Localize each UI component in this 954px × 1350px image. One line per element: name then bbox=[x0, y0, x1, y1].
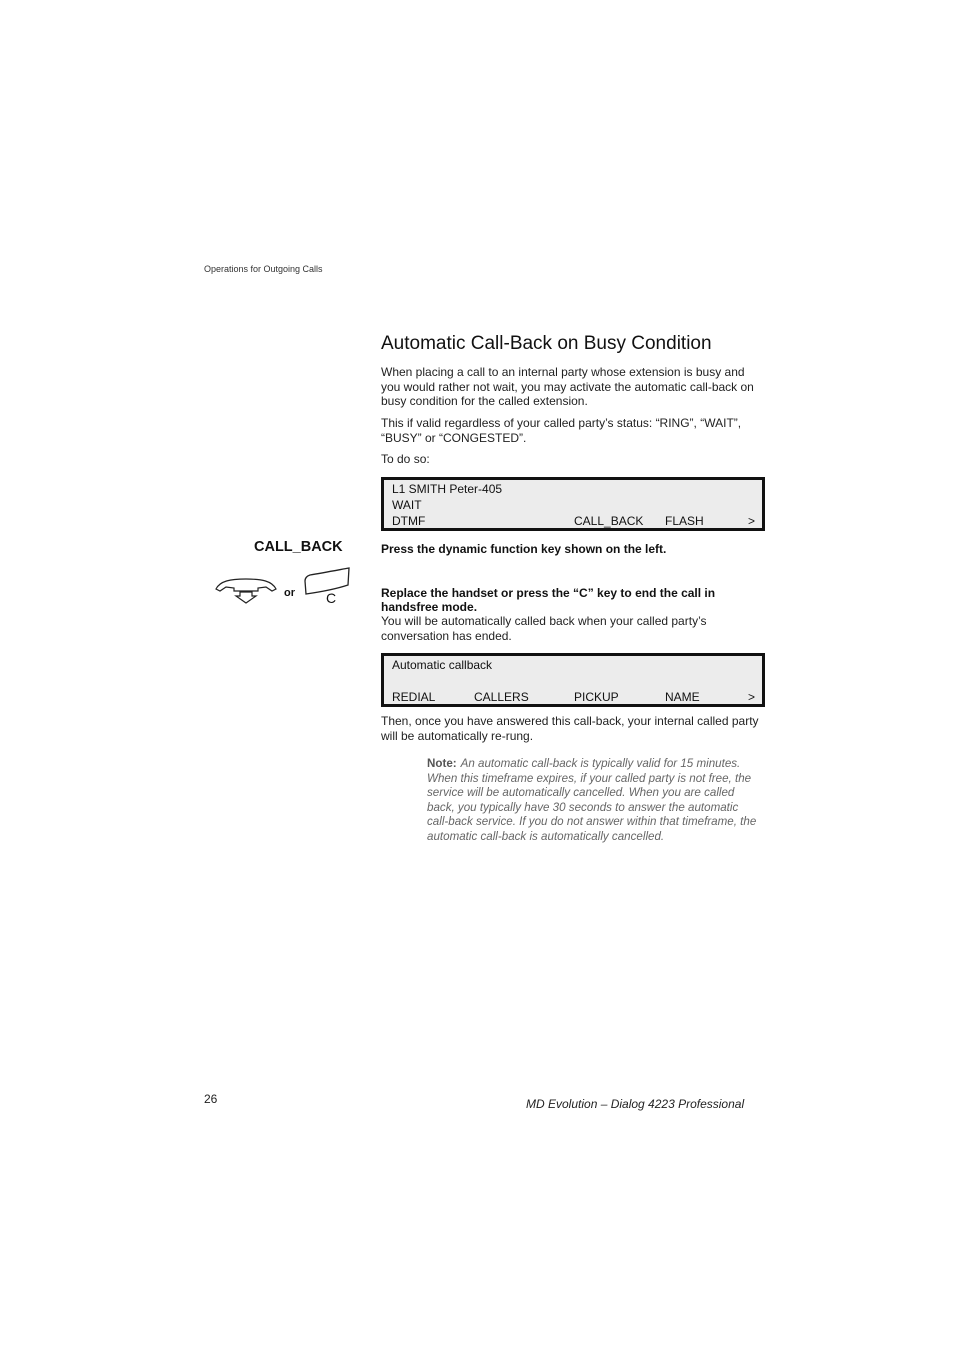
softkey-more: > bbox=[748, 690, 756, 704]
or-text: or bbox=[284, 587, 295, 599]
softkey-callers: CALLERS bbox=[474, 690, 529, 704]
softkey-name: NAME bbox=[665, 690, 700, 704]
softkey-dtmf: DTMF bbox=[392, 514, 426, 528]
handset-hang-up-icon bbox=[214, 577, 278, 605]
running-header: Operations for Outgoing Calls bbox=[204, 264, 323, 274]
step2-instruction: Replace the handset or press the “C” key to end the call in handsfree mode. bbox=[381, 586, 716, 614]
call-back-key-label: CALL_BACK bbox=[254, 539, 343, 555]
display-line-1: Automatic callback bbox=[392, 658, 493, 672]
softkey-call-back: CALL_BACK bbox=[574, 514, 644, 528]
note-label: Note: bbox=[427, 757, 457, 770]
softkey-pickup: PICKUP bbox=[574, 690, 619, 704]
display-line-2: WAIT bbox=[392, 498, 422, 512]
phone-display-callback bbox=[381, 653, 765, 707]
c-key-icon bbox=[302, 567, 352, 607]
step1-instruction: Press the dynamic function key shown on the left. bbox=[381, 542, 667, 556]
softkey-flash: FLASH bbox=[665, 514, 704, 528]
intro-paragraph-2: This if valid regardless of your called party’s status: “RING”, “WAIT”, “BUSY” or “CONGESTED”. bbox=[381, 416, 742, 445]
display-line-1: L1 SMITH Peter-405 bbox=[392, 482, 503, 496]
phone-display-busy bbox=[381, 477, 765, 531]
intro-paragraph-1: When placing a call to an internal party whose extension is busy and you would rather not wait, you may activate the automatic call-back on busy condition for the called extension. bbox=[381, 365, 754, 408]
intro-paragraph-3: To do so: bbox=[381, 452, 430, 466]
c-key-label: C bbox=[326, 590, 337, 606]
footer-product-title: MD Evolution – Dialog 4223 Professional bbox=[526, 1097, 745, 1111]
step2-description: You will be automatically called back when your called party’s conversation has ended. bbox=[381, 614, 707, 643]
softkey-more: > bbox=[748, 514, 756, 528]
page-number: 26 bbox=[204, 1092, 218, 1106]
note-block bbox=[427, 757, 757, 844]
softkey-redial: REDIAL bbox=[392, 690, 436, 704]
then-paragraph: Then, once you have answered this call-back, your internal called party will be automatically re-rung. bbox=[381, 714, 759, 743]
page-title: Automatic Call-Back on Busy Condition bbox=[381, 333, 712, 354]
note-text: An automatic call-back is typically valid for 15 minutes. When this timeframe expires, if your called party is not free, the service will be automatically cancelled. When you are called back, you typically have 30 seconds to answer the automatic call-back service. If you do not answer within that timeframe, the automatic call-back is automatically cancelled. bbox=[427, 757, 757, 843]
